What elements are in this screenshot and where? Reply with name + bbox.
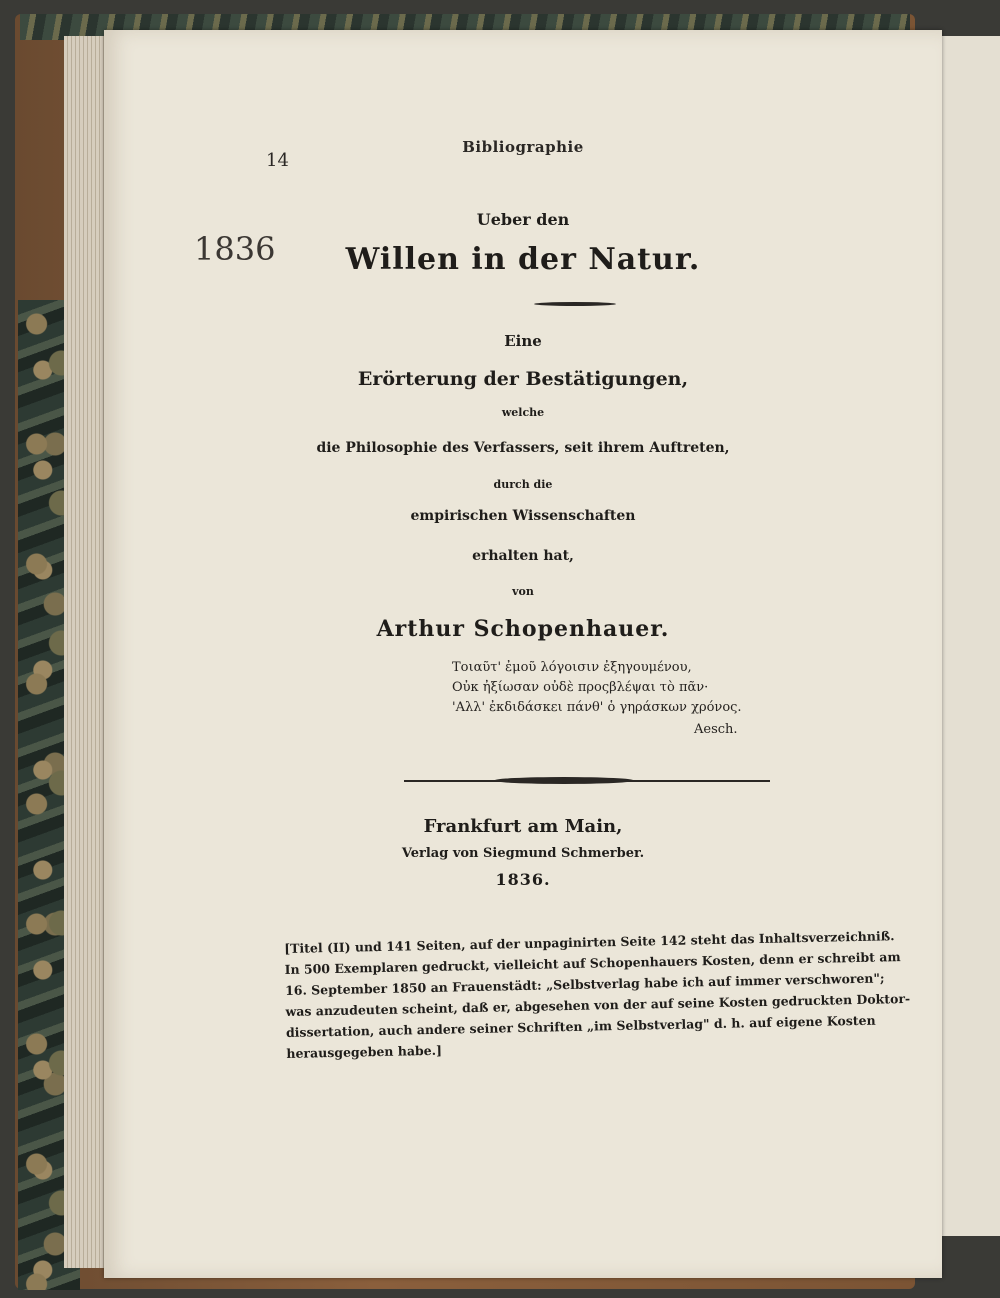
margin-year-annotation: 1836 xyxy=(194,230,276,268)
note-line: was anzudeuten scheint, daß er, abgesehen von der auf seine Kosten gedruckten Doktor- xyxy=(285,990,911,1019)
subtitle-line-8: von xyxy=(512,585,534,598)
greek-motto xyxy=(452,658,742,718)
subtitle-line-5: durch die xyxy=(493,478,553,491)
motto-line: Τοιαῦτ' ἐμοῦ λόγοισιν ἐξηγουμένου, xyxy=(452,660,692,675)
subtitle-line-4: die Philosophie des Verfassers, seit ihrem Auftreten, xyxy=(316,440,730,456)
subtitle-line-3: welche xyxy=(501,406,545,419)
subtitle-line-2: Erörterung der Bestätigungen, xyxy=(357,368,689,390)
motto-line: Οὐκ ἠξίωσαν οὐδὲ προςβλέψαι τὸ πᾶν· xyxy=(452,680,709,695)
motto-line: 'Αλλ' ἐκδιδάσκει πάνθ' ὁ γηράσκων χρόνος. xyxy=(452,700,742,715)
subtitle-line-6: empirischen Wissenschaften xyxy=(410,508,636,524)
note-line: 16. September 1850 an Frauenstädt: „Selbstverlag habe ich auf immer verschworen"; xyxy=(284,970,885,998)
imprint-year: 1836. xyxy=(495,870,551,889)
title-rule xyxy=(534,302,616,306)
running-title: Bibliographie xyxy=(462,138,584,156)
book-page xyxy=(104,30,942,1278)
main-title: Willen in der Natur. xyxy=(345,242,701,277)
motto-source: Aesch. xyxy=(694,722,738,737)
author-name: Arthur Schopenhauer. xyxy=(376,616,670,642)
imprint-publisher: Verlag von Siegmund Schmerber. xyxy=(401,846,645,861)
note-line: In 500 Exemplaren gedruckt, vielleicht auf Schopenhauers Kosten, denn er schreibt am xyxy=(284,949,901,977)
subtitle-line-1: Eine xyxy=(504,332,542,350)
note-line: dissertation, auch andere seiner Schriften „im Selbstverlag" d. h. auf eigene Kosten xyxy=(285,1012,876,1040)
subtitle-line-7: erhalten hat, xyxy=(472,548,574,564)
note-line: [Titel (II) und 141 Seiten, auf der unpaginirten Seite 142 steht das Inhaltsverzeichniß. xyxy=(284,928,895,956)
title-line-1: Ueber den xyxy=(476,210,570,229)
imprint-rule-swell xyxy=(494,777,634,784)
note-line: herausgegeben habe.] xyxy=(286,1042,443,1061)
imprint-place: Frankfurt am Main, xyxy=(423,816,623,837)
bibliographic-note xyxy=(284,925,911,1064)
page-number: 14 xyxy=(266,150,289,171)
